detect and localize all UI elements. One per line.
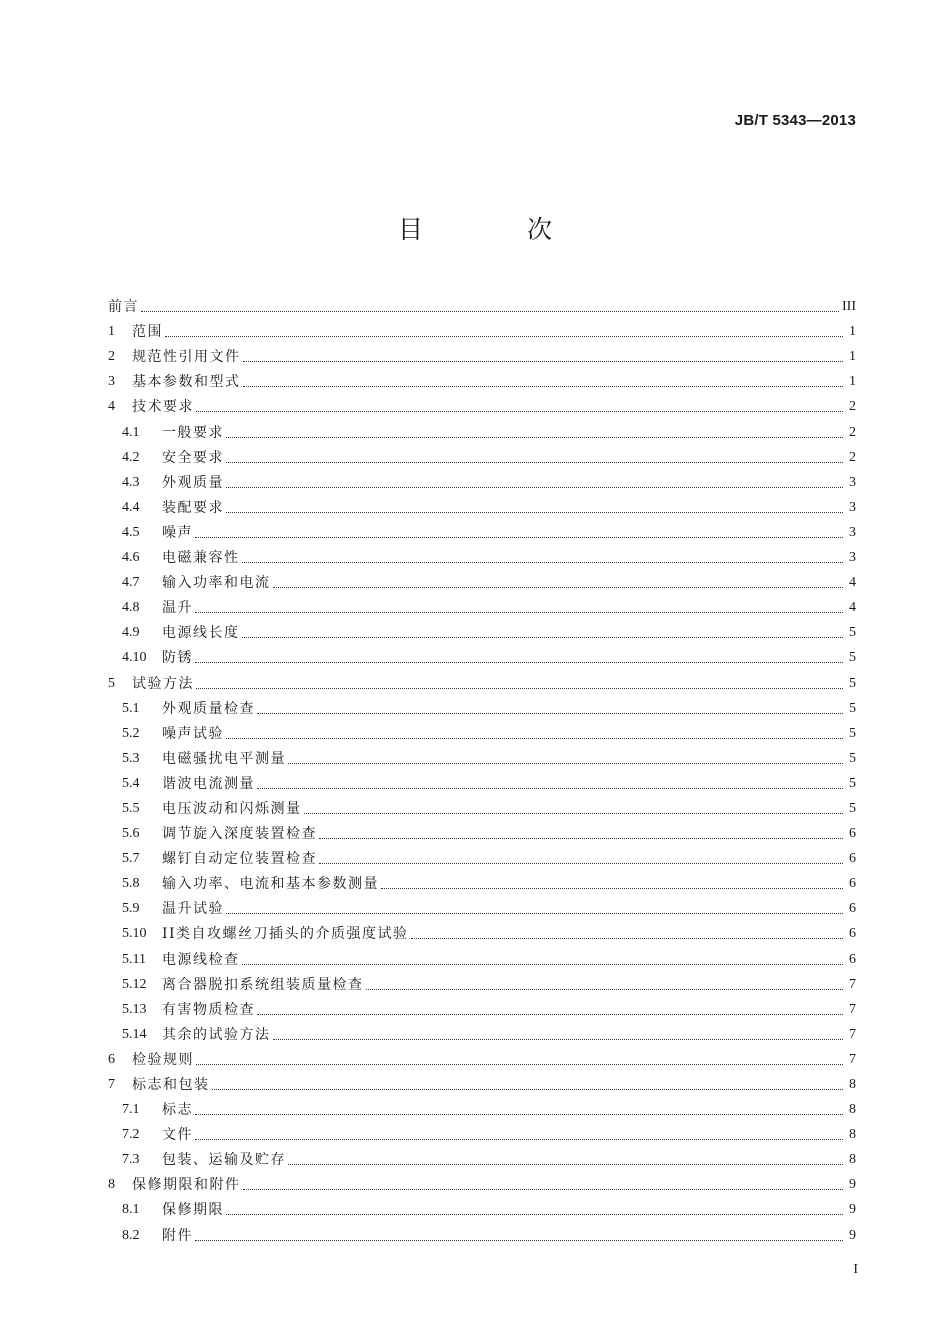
toc-entry-number: 5.4	[122, 775, 140, 791]
toc-entry-label: 外观质量检查	[162, 700, 255, 717]
toc-entry-number: 4.2	[122, 449, 140, 465]
toc-entry-page: 8	[849, 1152, 856, 1168]
toc-entry-number: 5.14	[122, 1026, 147, 1042]
toc-entry-page: 6	[849, 926, 856, 942]
toc-entry-label: 标志和包装	[132, 1077, 210, 1093]
toc-dot-leader	[165, 335, 843, 337]
toc-entry[interactable]	[108, 969, 856, 994]
toc-entry[interactable]	[108, 442, 856, 467]
toc-entry[interactable]	[108, 467, 856, 492]
toc-entry[interactable]	[108, 718, 856, 743]
toc-entry-number: 5.7	[122, 851, 140, 867]
toc-entry[interactable]	[108, 567, 856, 592]
toc-entry-number: 5.12	[122, 976, 147, 992]
toc-dot-leader	[257, 712, 843, 714]
toc-entry[interactable]	[108, 1169, 856, 1194]
toc-dot-leader	[366, 988, 844, 990]
toc-entry[interactable]	[108, 316, 856, 341]
toc-entry-page: 4	[849, 600, 856, 616]
toc-entry-label: 基本参数和型式	[132, 374, 241, 391]
toc-entry-page: 2	[849, 399, 856, 415]
toc-dot-leader	[226, 511, 843, 513]
toc-dot-leader	[242, 561, 844, 563]
standard-number: JB/T 5343—2013	[734, 112, 856, 129]
toc-entry-number: 4.5	[122, 524, 140, 540]
toc-entry-number: 5.2	[122, 725, 140, 741]
toc-entry-page: 3	[849, 524, 856, 540]
toc-entry-number: 3	[108, 374, 115, 390]
toc-entry-number: 7.1	[122, 1102, 140, 1118]
toc-entry-label: 电源线检查	[162, 951, 240, 968]
toc-entry[interactable]	[108, 416, 856, 441]
toc-entry-label: 温升	[162, 600, 193, 617]
toc-entry[interactable]	[108, 617, 856, 642]
toc-entry[interactable]	[108, 1069, 856, 1094]
toc-entry-number: 4.4	[122, 499, 140, 515]
toc-entry-label: 保修期限	[162, 1202, 224, 1219]
toc-entry-page: 4	[849, 575, 856, 591]
toc-entry-page: 5	[849, 800, 856, 816]
toc-dot-leader	[288, 762, 843, 764]
toc-entry-label: 电磁兼容性	[162, 550, 240, 567]
toc-dot-leader	[226, 737, 843, 739]
toc-entry-page: 9	[849, 1202, 856, 1218]
toc-entry[interactable]	[108, 667, 856, 692]
toc-entry[interactable]	[108, 517, 856, 542]
toc-entry-label: 技术要求	[132, 399, 194, 416]
toc-entry[interactable]	[108, 768, 856, 793]
toc-dot-leader	[226, 912, 843, 914]
toc-dot-leader	[212, 1088, 844, 1090]
toc-entry-page: 7	[849, 1026, 856, 1042]
toc-dot-leader	[226, 486, 843, 488]
toc-entry-label: 文件	[162, 1127, 193, 1144]
toc-entry[interactable]	[108, 1094, 856, 1119]
toc-entry-page: 9	[849, 1177, 856, 1193]
toc-entry[interactable]	[108, 542, 856, 567]
toc-entry-number: 4.3	[122, 474, 140, 490]
toc-dot-leader	[381, 887, 843, 889]
toc-entry-page: 5	[849, 750, 856, 766]
toc-dot-leader	[195, 1138, 843, 1140]
toc-entry-label: 电磁骚扰电平测量	[162, 750, 286, 767]
toc-dot-leader	[141, 310, 839, 312]
toc-dot-leader	[196, 410, 843, 412]
toc-entry[interactable]	[108, 943, 856, 968]
toc-entry-number: 8.2	[122, 1227, 140, 1243]
toc-entry-page: 8	[849, 1077, 856, 1092]
toc-entry-label: 范围	[132, 324, 163, 341]
toc-entry-page: 7	[849, 1051, 856, 1067]
toc-entry-page: 9	[849, 1227, 856, 1243]
toc-entry[interactable]	[108, 818, 856, 843]
toc-entry-number: 5.8	[122, 876, 140, 892]
toc-entry-number: 5.6	[122, 826, 140, 842]
toc-entry-label: 前言	[108, 299, 139, 316]
toc-dot-leader	[195, 536, 843, 538]
toc-entry-page: 1	[849, 349, 856, 365]
toc-entry-page: 5	[849, 700, 856, 716]
toc-entry[interactable]	[108, 1144, 856, 1169]
toc-entry[interactable]	[108, 1119, 856, 1144]
toc-entry-label: 包装、运输及贮存	[162, 1152, 286, 1169]
toc-dot-leader	[195, 1113, 843, 1115]
toc-entry-page: 3	[849, 474, 856, 490]
toc-entry[interactable]	[108, 994, 856, 1019]
toc-entry-page: 6	[849, 826, 856, 842]
toc-entry-label: 其余的试验方法	[162, 1026, 271, 1043]
toc-dot-leader	[195, 611, 843, 613]
toc-entry[interactable]	[108, 793, 856, 818]
toc-entry-page: 5	[849, 775, 856, 791]
toc-entry-page: 5	[849, 725, 856, 741]
toc-dot-leader	[411, 937, 843, 939]
toc-entry[interactable]	[108, 743, 856, 768]
toc-entry-number: 8.1	[122, 1202, 140, 1218]
toc-entry-number: 7.2	[122, 1127, 140, 1143]
toc-dot-leader	[226, 1213, 843, 1215]
toc-entry-number: 4.9	[122, 625, 140, 641]
toc-entry-page: 5	[849, 675, 856, 691]
toc-dot-leader	[319, 837, 843, 839]
table-of-contents	[108, 291, 856, 1245]
toc-entry-number: 4.10	[122, 650, 147, 666]
toc-entry-number: 4.8	[122, 600, 140, 616]
toc-entry-number: 2	[108, 349, 115, 365]
toc-entry-label: 规范性引用文件	[132, 349, 241, 366]
toc-dot-leader	[242, 963, 844, 965]
toc-dot-leader	[273, 1038, 844, 1040]
toc-entry-page: 6	[849, 851, 856, 867]
toc-entry-label: 离合器脱扣系统组装质量检查	[162, 976, 364, 993]
toc-entry[interactable]	[108, 1044, 856, 1069]
toc-entry-number: 5.13	[122, 1001, 147, 1017]
toc-dot-leader	[195, 661, 843, 663]
toc-dot-leader	[243, 360, 844, 362]
toc-dot-leader	[288, 1163, 843, 1165]
toc-entry-label: 调节旋入深度装置检查	[162, 826, 317, 843]
toc-dot-leader	[257, 1013, 843, 1015]
toc-entry[interactable]	[108, 918, 856, 943]
toc-entry-page: 6	[849, 901, 856, 917]
toc-entry-page: 6	[849, 876, 856, 892]
toc-entry[interactable]	[108, 391, 856, 416]
toc-entry-label: 噪声试验	[162, 725, 224, 742]
toc-entry-number: 5	[108, 675, 115, 691]
toc-entry-number: 4	[108, 399, 115, 415]
toc-entry-page: 6	[849, 951, 856, 967]
toc-entry[interactable]	[108, 341, 856, 366]
toc-dot-leader	[242, 636, 844, 638]
toc-entry-label: 外观质量	[162, 474, 224, 491]
toc-entry-label: 检验规则	[132, 1051, 194, 1068]
toc-entry-label: 输入功率、电流和基本参数测量	[162, 876, 379, 893]
toc-entry-page: 5	[849, 650, 856, 666]
toc-entry-label: 有害物质检查	[162, 1001, 255, 1018]
page-title: 目 次	[398, 215, 600, 244]
toc-entry-number: 6	[108, 1051, 115, 1067]
toc-entry-label: 试验方法	[132, 675, 194, 692]
toc-entry-page: 1	[849, 374, 856, 390]
toc-dot-leader	[226, 461, 843, 463]
toc-entry[interactable]	[108, 1219, 856, 1244]
toc-dot-leader	[196, 1063, 843, 1065]
toc-dot-leader	[304, 812, 844, 814]
toc-entry-label: 螺钉自动定位装置检查	[162, 851, 317, 868]
toc-entry[interactable]	[108, 1194, 856, 1219]
toc-entry-page: 5	[849, 625, 856, 641]
toc-dot-leader	[273, 586, 844, 588]
toc-entry-label: 装配要求	[162, 499, 224, 516]
toc-dot-leader	[195, 1239, 843, 1241]
toc-entry-label: 安全要求	[162, 449, 224, 466]
toc-entry-page: 7	[849, 976, 856, 992]
toc-entry[interactable]	[108, 492, 856, 517]
toc-entry[interactable]	[108, 592, 856, 617]
toc-entry[interactable]	[108, 291, 856, 316]
toc-entry-number: 8	[108, 1177, 115, 1193]
toc-entry-label: 电压波动和闪烁测量	[162, 800, 302, 817]
toc-entry-label: 谐波电流测量	[162, 775, 255, 792]
toc-entry-page: 3	[849, 499, 856, 515]
page-number: I	[853, 1262, 858, 1277]
toc-entry-page: 7	[849, 1001, 856, 1017]
toc-entry-number: 5.3	[122, 750, 140, 766]
toc-entry-number: 4.6	[122, 550, 140, 566]
toc-entry-label: 电源线长度	[162, 625, 240, 642]
toc-entry[interactable]	[108, 366, 856, 391]
toc-entry-number: 4.7	[122, 575, 140, 591]
toc-entry-label: 输入功率和电流	[162, 575, 271, 592]
toc-entry-number: 5.5	[122, 800, 140, 816]
toc-entry-page: 1	[849, 324, 856, 340]
toc-entry-label: 防锈	[162, 650, 193, 667]
toc-entry-page: III	[842, 299, 856, 315]
toc-dot-leader	[243, 1188, 844, 1190]
toc-entry-number: 5.9	[122, 901, 140, 917]
toc-entry-number: 7	[108, 1077, 115, 1092]
toc-entry-page: 3	[849, 550, 856, 566]
toc-entry-label: II类自攻螺丝刀插头的介质强度试验	[162, 926, 409, 943]
toc-entry-label: 标志	[162, 1102, 193, 1119]
toc-entry-label: 附件	[162, 1227, 193, 1244]
toc-entry-number: 5.10	[122, 926, 147, 942]
toc-entry-page: 8	[849, 1127, 856, 1143]
toc-entry-number: 7.3	[122, 1152, 140, 1168]
toc-entry-number: 5.11	[122, 951, 146, 967]
toc-entry-label: 噪声	[162, 524, 193, 541]
toc-entry-number: 5.1	[122, 700, 140, 716]
toc-entry[interactable]	[108, 893, 856, 918]
toc-entry-label: 一般要求	[162, 424, 224, 441]
toc-entry-number: 4.1	[122, 424, 140, 440]
toc-dot-leader	[243, 385, 844, 387]
toc-entry-number: 1	[108, 324, 115, 340]
toc-entry-page: 2	[849, 424, 856, 440]
toc-dot-leader	[226, 436, 843, 438]
toc-entry[interactable]	[108, 693, 856, 718]
toc-entry[interactable]	[108, 868, 856, 893]
toc-entry-page: 2	[849, 449, 856, 465]
toc-entry[interactable]	[108, 642, 856, 667]
toc-entry-page: 8	[849, 1102, 856, 1118]
toc-entry[interactable]	[108, 1019, 856, 1044]
toc-dot-leader	[196, 687, 843, 689]
toc-entry-label: 温升试验	[162, 901, 224, 918]
toc-dot-leader	[319, 862, 843, 864]
toc-entry-label: 保修期限和附件	[132, 1177, 241, 1194]
toc-dot-leader	[257, 787, 843, 789]
toc-entry[interactable]	[108, 843, 856, 868]
